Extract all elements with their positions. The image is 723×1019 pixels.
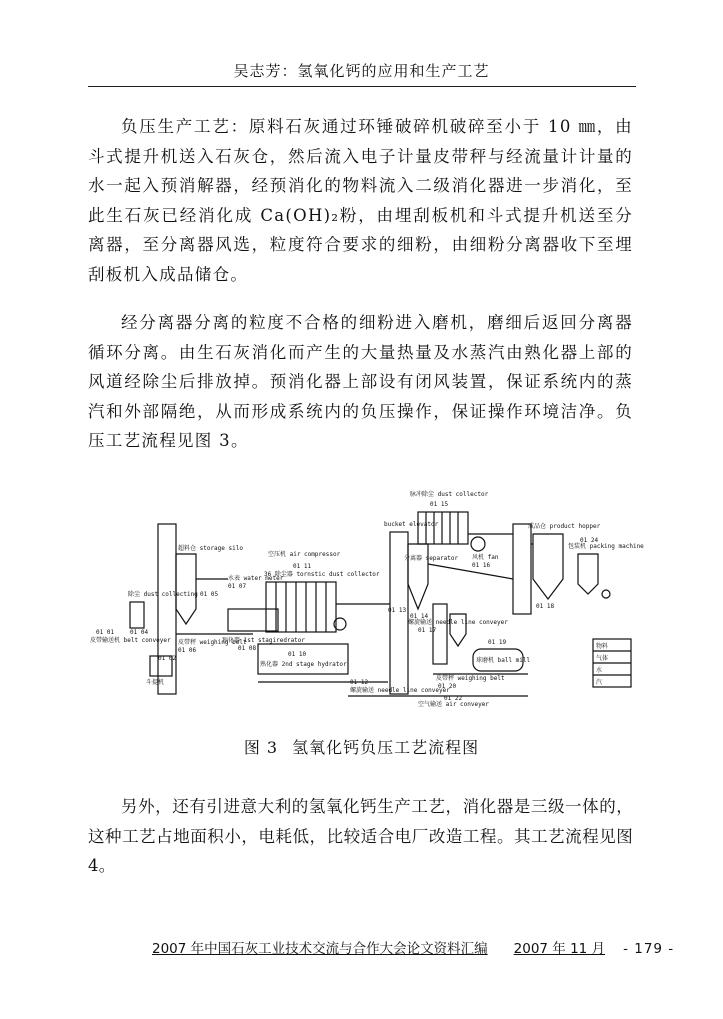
label-packing: 包装机 packing machine: [568, 543, 644, 550]
pre-slaker-shape: [228, 609, 278, 631]
label-screw-id: 01 12: [350, 679, 369, 686]
label-hydrator: 熟化器 2nd stage hydrator: [260, 661, 347, 668]
legend-label-3: 水: [596, 667, 603, 674]
label-fan-id: 01 16: [472, 562, 491, 569]
label-collector-id: 01 11: [293, 563, 312, 570]
paragraph-italian-process: 另外，还有引进意大利的氢氧化钙生产工艺，消化器是三级一体的，这种工艺占地面积小，电耗低，比较适合电厂改造工程。其工艺流程见图 4。: [88, 797, 633, 876]
storage-silo-shape: [176, 554, 196, 624]
page-number: - 179 -: [623, 941, 675, 957]
label-dust-collector: 36 除尘器 tornstic dust collector: [264, 571, 380, 578]
figure-caption: [0, 735, 723, 758]
label-air-id: 01 22: [444, 695, 463, 702]
footer-conference: 2007 年中国石灰工业技术交流与合作大会论文资料汇编: [152, 941, 488, 957]
figure-title: 氢氧化钙负压工艺流程图: [292, 738, 480, 757]
figure-number: 图 3: [243, 738, 279, 757]
label-screw-conveyer: 螺旋输送 needle line conveyer: [350, 687, 450, 694]
label-pre-slaker: 预化器 1st stagiredrator: [222, 637, 306, 644]
label-bucket-elevator: 斗提机: [146, 679, 165, 686]
label-weighing-2: 皮带秤 weighing belt: [436, 675, 505, 682]
dust-collecting-shape: [130, 602, 144, 628]
label-ball-mill: 球磨机 ball mill: [476, 657, 531, 664]
label-fan: 风机 fan: [472, 554, 499, 561]
paragraph-negative-pressure-process: 负压生产工艺：原料石灰通过环锤破碎机破碎至小于 10 ㎜，由斗式提升机送入石灰仓，然后流入电子计量皮带秤与经流量计计量的水一起入预消解器，经预消化的物料流入二级消化器进一步消化，至此生石灰已经消化成 Ca(OH)₂粉，由埋刮板机和斗式提升机送至分离器，至分离器风选，粒度符合要求的细粉，由细粉分离器收下至埋刮板机入成品储仓。: [88, 117, 633, 284]
label-water-id: 01 07: [228, 583, 247, 590]
label-belt-id: 01 01: [96, 629, 115, 636]
label-bucket-2: bucket elevator: [384, 521, 439, 528]
process-flow-diagram: [88, 484, 644, 709]
label-dust-collecting: 除尘 dust collecting: [128, 591, 198, 598]
label-weighing-belt: 皮带秤 weighing belt: [178, 639, 247, 646]
label-dust-collector-2: 脉冲除尘 dust collector: [410, 491, 489, 498]
label-bucket-2-id: 01 13: [388, 607, 407, 614]
bucket-elevator-3-shape: [513, 524, 531, 614]
label-hydrator-id: 01 10: [288, 651, 307, 658]
paragraph-separator-cycle: 经分离器分离的粒度不合格的细粉进入磨机，磨细后返回分离器循环分离。由生石灰消化而产生的大量热量及水蒸汽由熟化器上部的风道经除尘后排放掉。预消化器上部设有闭风装置，保证系统内的蒸汽和外部隔绝，从而形成系统内的负压操作，保证操作环境洁净。负压工艺流程见图 3。: [88, 313, 633, 451]
label-screw-2-id: 01 17: [418, 627, 437, 634]
label-air-compressor: 空压机 air compressor: [268, 551, 341, 558]
legend-label-4: 汽: [596, 679, 603, 686]
label-dc2-id: 01 15: [430, 501, 449, 508]
label-weighing-id: 01 06: [178, 647, 197, 654]
product-hopper-shape: [533, 534, 563, 599]
footer-date: 2007 年 11 月: [513, 941, 606, 957]
small-elevator-shape: [433, 604, 447, 664]
label-screw-2: 螺旋输送 needle line conveyer: [408, 619, 508, 626]
label-separator-id: 01 14: [410, 613, 429, 620]
label-weighing-2-id: 01 20: [438, 683, 457, 690]
legend-label-1: 物料: [596, 643, 609, 650]
fan-circle-2: [471, 537, 485, 551]
running-header: 吴志芳：氢氧化钙的应用和生产工艺: [233, 62, 490, 80]
label-separator: 分离器 separator: [404, 555, 459, 562]
legend-label-2: 气体: [596, 655, 609, 662]
label-hopper-id: 01 18: [536, 603, 555, 610]
label-belt-conveyor: 皮带输送机 belt conveyer: [90, 637, 171, 644]
packing-hopper-shape: [578, 554, 598, 594]
label-bucket-id: 01 02: [158, 655, 177, 662]
label-mill-id: 01 19: [488, 639, 507, 646]
label-pre-id: 01 08: [238, 645, 257, 652]
separator-shape: [408, 544, 428, 609]
label-dust-id: 01 04: [130, 629, 149, 636]
hydrator-shape: [258, 644, 348, 674]
header-rule: [88, 86, 636, 87]
label-air-conveyer: 空气输送 air conveyer: [418, 701, 489, 708]
label-storage-silo: 超料仓 storage silo: [178, 545, 243, 552]
label-silo-id: 01 05: [200, 591, 219, 598]
label-water-meter: 水表 water meter: [228, 575, 284, 582]
bucket-elevator-shape: [158, 524, 176, 694]
label-product-hopper: 成品仓 product hopper: [528, 523, 601, 530]
page-footer: [152, 937, 674, 957]
label-packing-id: 01 24: [580, 537, 599, 544]
